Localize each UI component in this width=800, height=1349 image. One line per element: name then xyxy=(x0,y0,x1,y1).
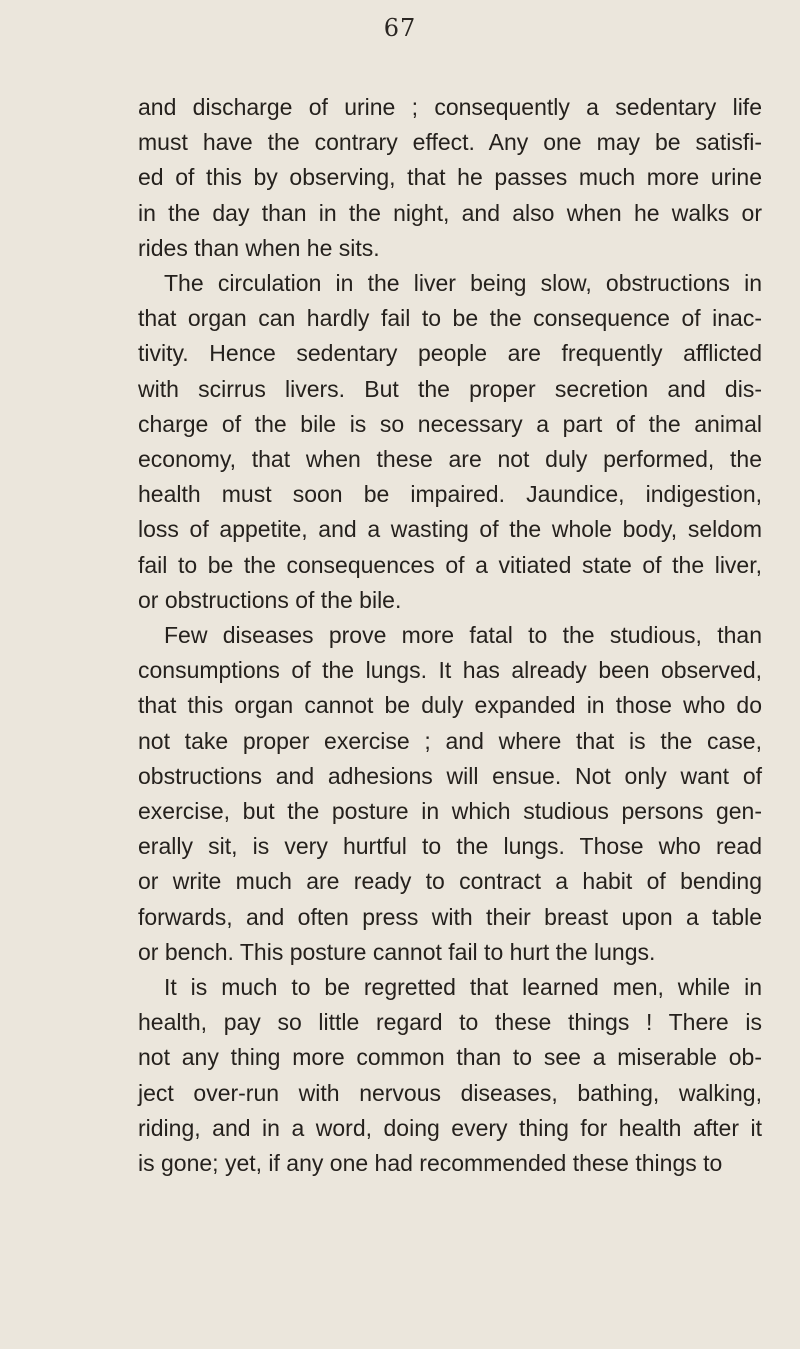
text-line: consumptions of the lungs. It has already been observed, xyxy=(138,657,762,684)
text-line: charge of the bile is so necessary a part of the animal xyxy=(138,410,762,437)
text-line: forwards, and often press with their breast upon a table xyxy=(138,903,762,930)
text-line: or bench. This posture cannot fail to hurt the lungs. xyxy=(138,938,656,965)
text-line: in the day than in the night, and also when he walks or xyxy=(138,199,762,226)
text-line: or obstructions of the bile. xyxy=(138,586,402,613)
text-line: Few diseases prove more fatal to the studious, than xyxy=(164,622,762,648)
text-line: that this organ cannot be duly expanded in those who do xyxy=(138,692,762,719)
text-line: economy, that when these are not duly performed, the xyxy=(138,446,762,472)
text-line: ject over-run with nervous diseases, bathing, walking, xyxy=(138,1079,762,1106)
text-line: that organ can hardly fail to be the consequence of inac- xyxy=(138,305,762,332)
text-line: health must soon be impaired. Jaundice, indigestion, xyxy=(138,481,762,508)
text-line: exercise, but the posture in which studious persons gen- xyxy=(138,798,762,824)
text-line: not take proper exercise ; and where that is the case, xyxy=(138,727,762,754)
text-line: or write much are ready to contract a habit of bending xyxy=(138,868,762,895)
page-number: 67 xyxy=(383,14,417,42)
text-line: riding, and in a word, doing every thing for health after it xyxy=(138,1114,762,1141)
text-line: It is much to be regretted that learned men, while in xyxy=(164,974,762,1000)
text-line: The circulation in the liver being slow, obstructions in xyxy=(164,270,762,296)
text-line: loss of appetite, and a wasting of the whole body, seldom xyxy=(138,516,762,543)
text-line: must have the contrary effect. Any one may be satisfi- xyxy=(138,129,762,156)
text-line: ed of this by observing, that he passes much more urine xyxy=(138,164,762,191)
text-line: rides than when he sits. xyxy=(138,234,380,261)
text-line: obstructions and adhesions will ensue. Not only want of xyxy=(138,762,762,789)
text-line: with scirrus livers. But the proper secretion and dis- xyxy=(138,375,762,402)
text-line: erally sit, is very hurtful to the lungs. Those who read xyxy=(138,833,762,860)
text-line: not any thing more common than to see a miserable ob- xyxy=(138,1044,762,1071)
text-line: health, pay so little regard to these things ! There is xyxy=(138,1009,762,1036)
text-line: fail to be the consequences of a vitiated state of the liver, xyxy=(138,551,762,578)
text-line: is gone; yet, if any one had recommended these things to xyxy=(138,1150,723,1176)
text-line: and discharge of urine ; consequently a sedentary life xyxy=(138,94,762,120)
text-line: tivity. Hence sedentary people are frequently afflicted xyxy=(138,340,762,367)
